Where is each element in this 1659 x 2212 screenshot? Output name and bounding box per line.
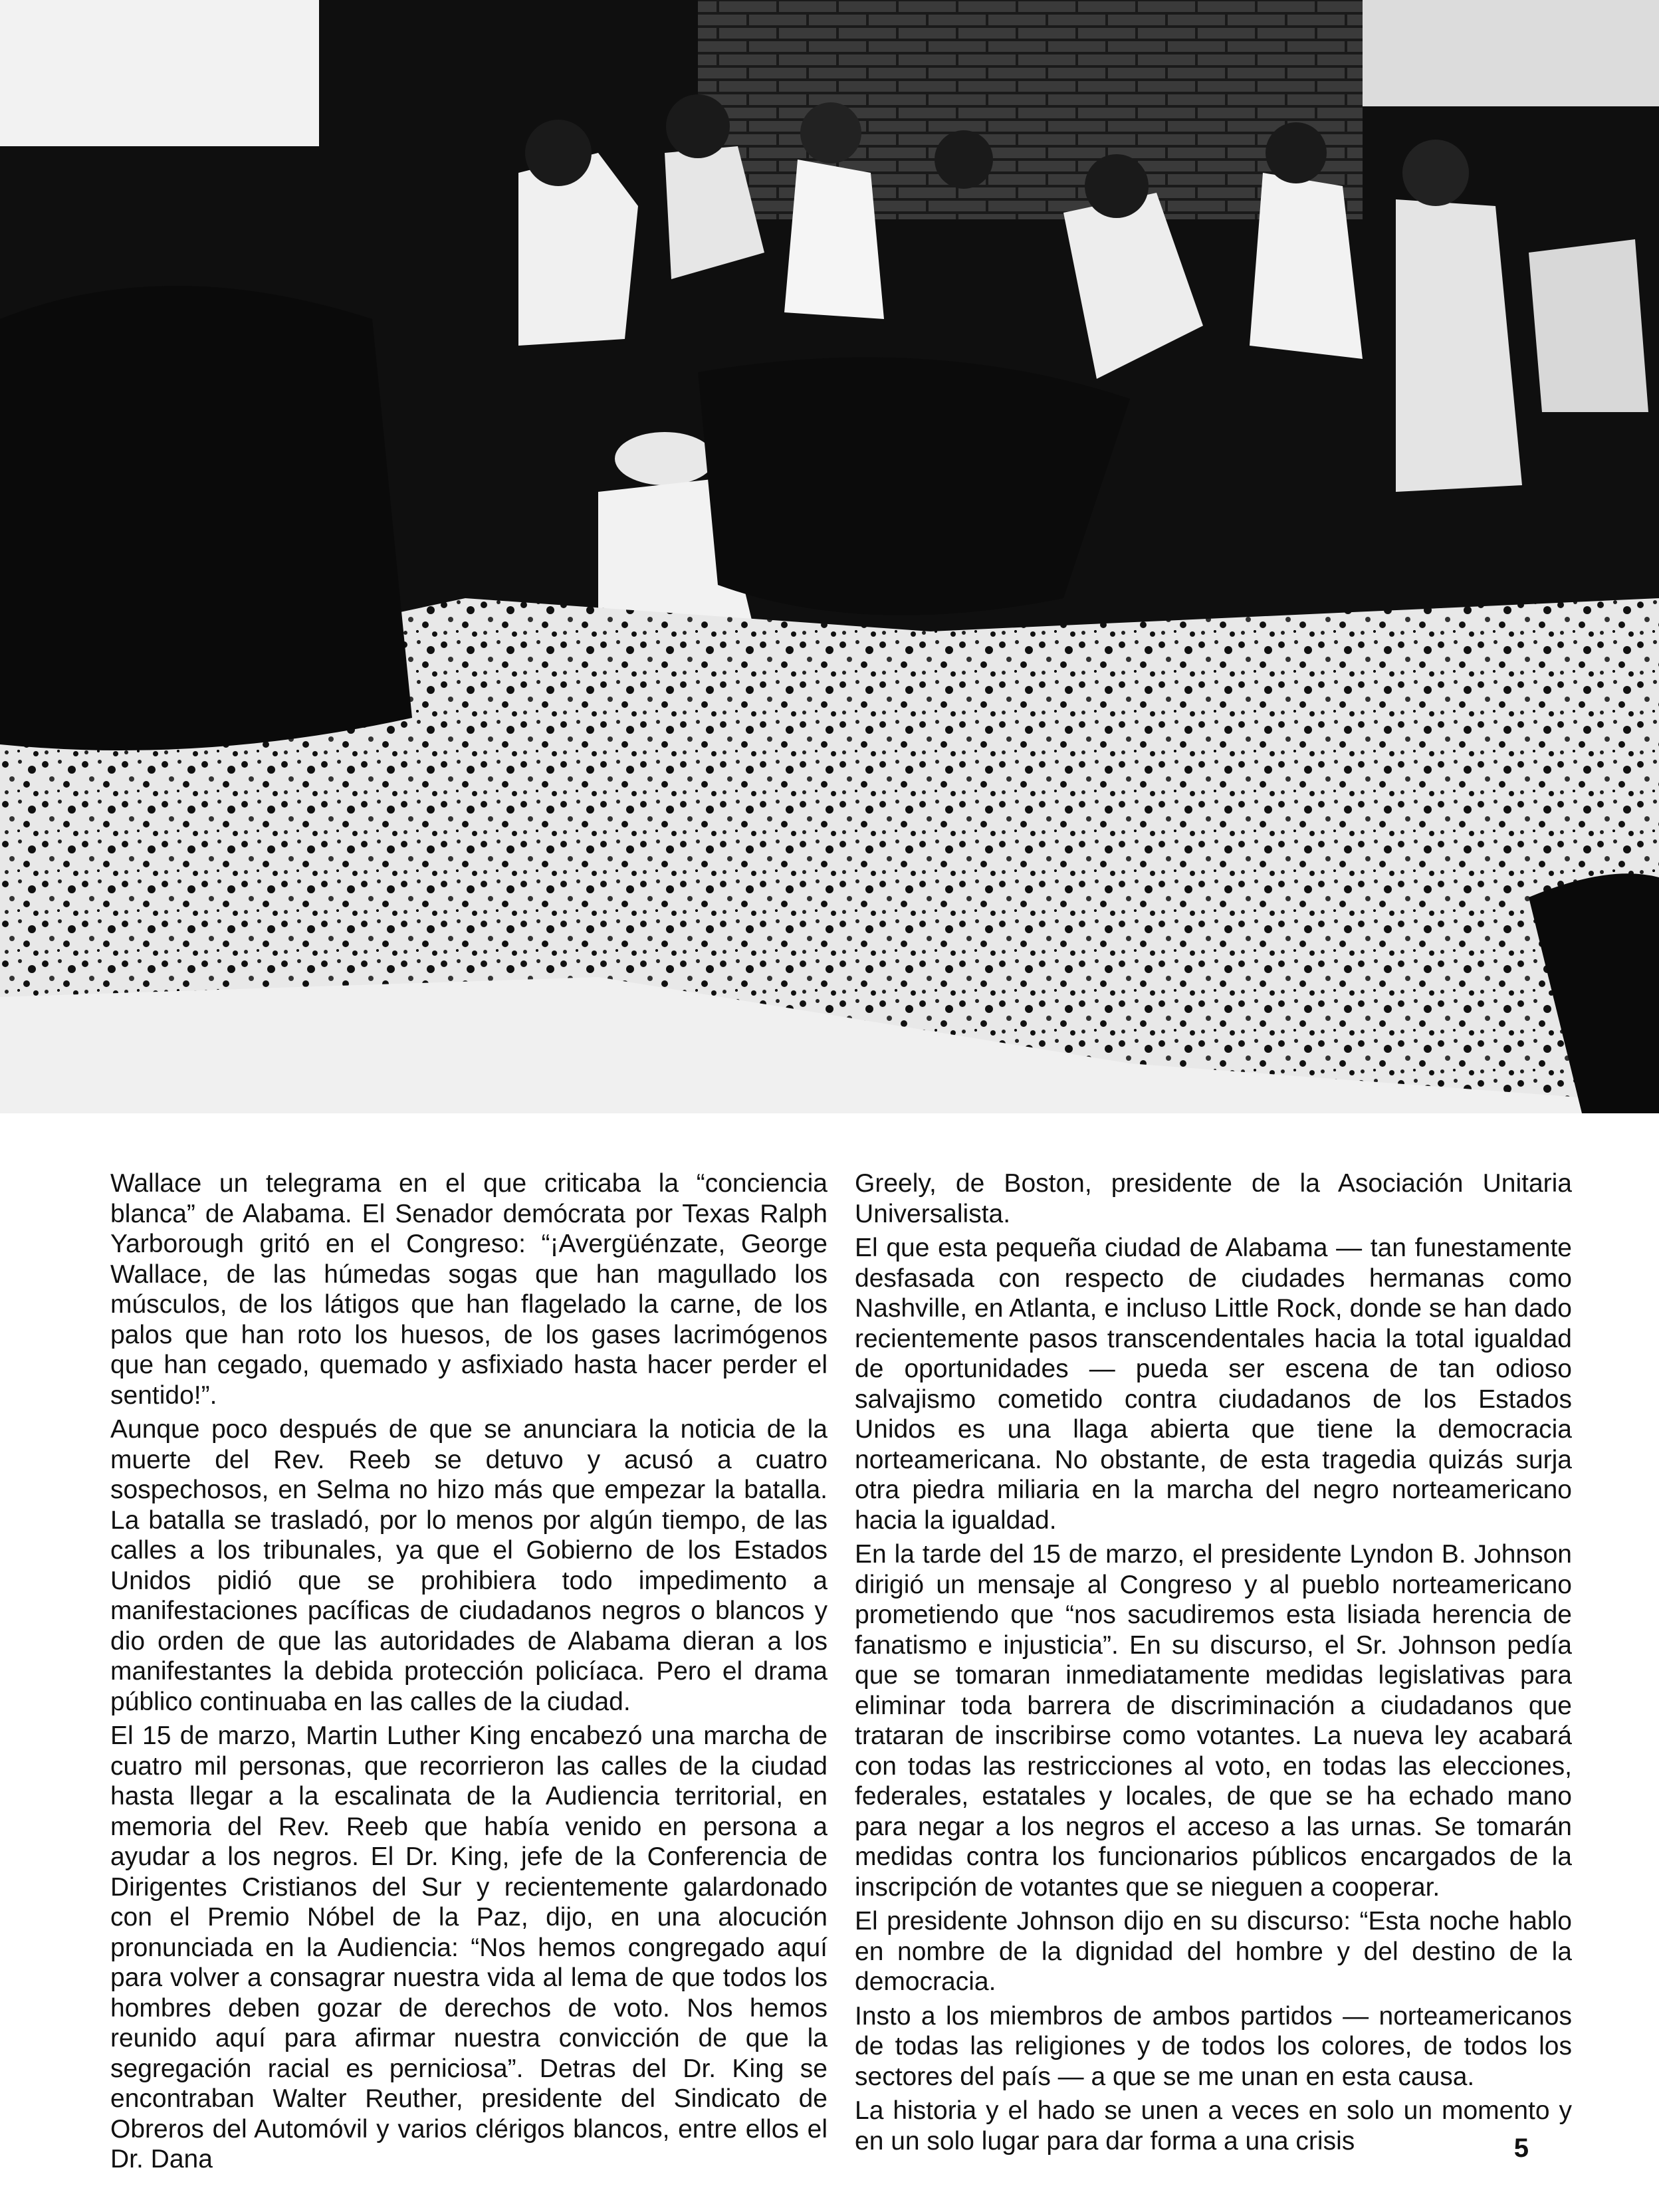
paragraph: El que esta pequeña ciudad de Alabama — tan funestamente desfasada con respecto de ciudades hermanas como Nashville, en Atlanta, e incluso Little Rock, donde se han dado recientemente pasos transcendentales hacia la total igualdad de oportunidades — pueda ser escena de tan odioso salvajismo cometido contra ciudadanos de los Estados Unidos es una llaga abierta que tiene la democracia norteamericana. No obstante, de esta tragedia quizás surja otra piedra miliaria en la marcha del negro norteamericano hacia la igualdad. (855, 1234, 1572, 1535)
paragraph: El presidente Johnson dijo en su discurso: “Esta noche hablo en nombre de la dignidad del hombre y del destino de la democracia. (855, 1907, 1572, 1996)
paragraph: El 15 de marzo, Martin Luther King encabezó una marcha de cuatro mil personas, que recorrieron las calles de la ciudad hasta llegar a la escalinata de la Audiencia territorial, en memoria del Rev. Reeb que había venido en persona a ayudar a los negros. El Dr. King, jefe de la Conferencia de Dirigentes Cristianos del Sur y recientemente galardonado con el Premio Nóbel de la Paz, dijo, en una alocución pronunciada en la Audiencia: “Nos hemos congregado aquí para volver a consagrar nuestra vida al lema de que todos los hombres deben gozar de derechos de voto. Nos hemos reunido aquí para afirmar nuestra convicción de que la segregación racial es perniciosa”. Detras del Dr. King se encontraban Walter Reuther, presidente del Sindicato de Obreros del Automóvil y varios clérigos blancos, entre ellos el Dr. Dana (110, 1721, 828, 2173)
paragraph: Aunque poco después de que se anunciara la noticia de la muerte del Rev. Reeb se detuvo y acusó a cuatro sospechosos, en Selma no hizo más que empezar la batalla. La batalla se trasladó, por lo menos por algún tiempo, de las calles a los tribunales, ya que el Gobierno de los Estados Unidos pidió que se prohibiera todo impedimento a manifestaciones pacíficas de ciudadanos negros o blancos y dio orden de que las autoridades de Alabama dieran a los manifestantes la debida protección policíaca. Pero el drama público continuaba en las calles de la ciudad. (110, 1415, 828, 1716)
paragraph: Insto a los miembros de ambos partidos — norteamericanos de todas las religiones y de todos los colores, de todos los sectores del país — a que se me unan en esta causa. (855, 2001, 1572, 2091)
paragraph: Wallace un telegrama en el que criticaba la “conciencia blanca” de Alabama. El Senador demócrata por Texas Ralph Yarborough gritó en el Congreso: “¡Avergüénzate, George Wallace, de las húmedas sogas que han magullado los músculos, de los látigos que han flagelado la carne, de los palos que han roto los huesos, de los gases lacrimógenos que han cegado, quemado y asfixiado hasta hacer perder el sentido!”. (110, 1169, 828, 1410)
paragraph: En la tarde del 15 de marzo, el presidente Lyndon B. Johnson dirigió un mensaje al Congreso y al pueblo norteamericano prometiendo que “nos sacudiremos esta lisiada herencia de fanatismo e injusticia”. En su discurso, el Sr. Johnson pedía que se tomaran inmediatamente medidas legislativas para eliminar toda barrera de discriminación a ciudadanos que trataran de inscribirse como votantes. La nueva ley acabará con todas las restricciones al voto, en todas las elecciones, federales, estatales y locales, de que se ha echado mano para negar a los negros el acceso a las urnas. Se tomarán medidas contra los funcionarios públicos encargados de la inscripción de votantes que se nieguen a cooperar. (855, 1540, 1572, 1902)
page-number: 5 (1513, 2134, 1529, 2163)
article-left-column (110, 1168, 828, 2179)
paragraph: Greely, de Boston, presidente de la Asociación Unitaria Universalista. (855, 1169, 1572, 1228)
article-right-column (855, 1168, 1572, 2160)
paragraph: La historia y el hado se unen a veces en solo un momento y en un solo lugar para dar forma a una crisis (855, 2096, 1572, 2156)
